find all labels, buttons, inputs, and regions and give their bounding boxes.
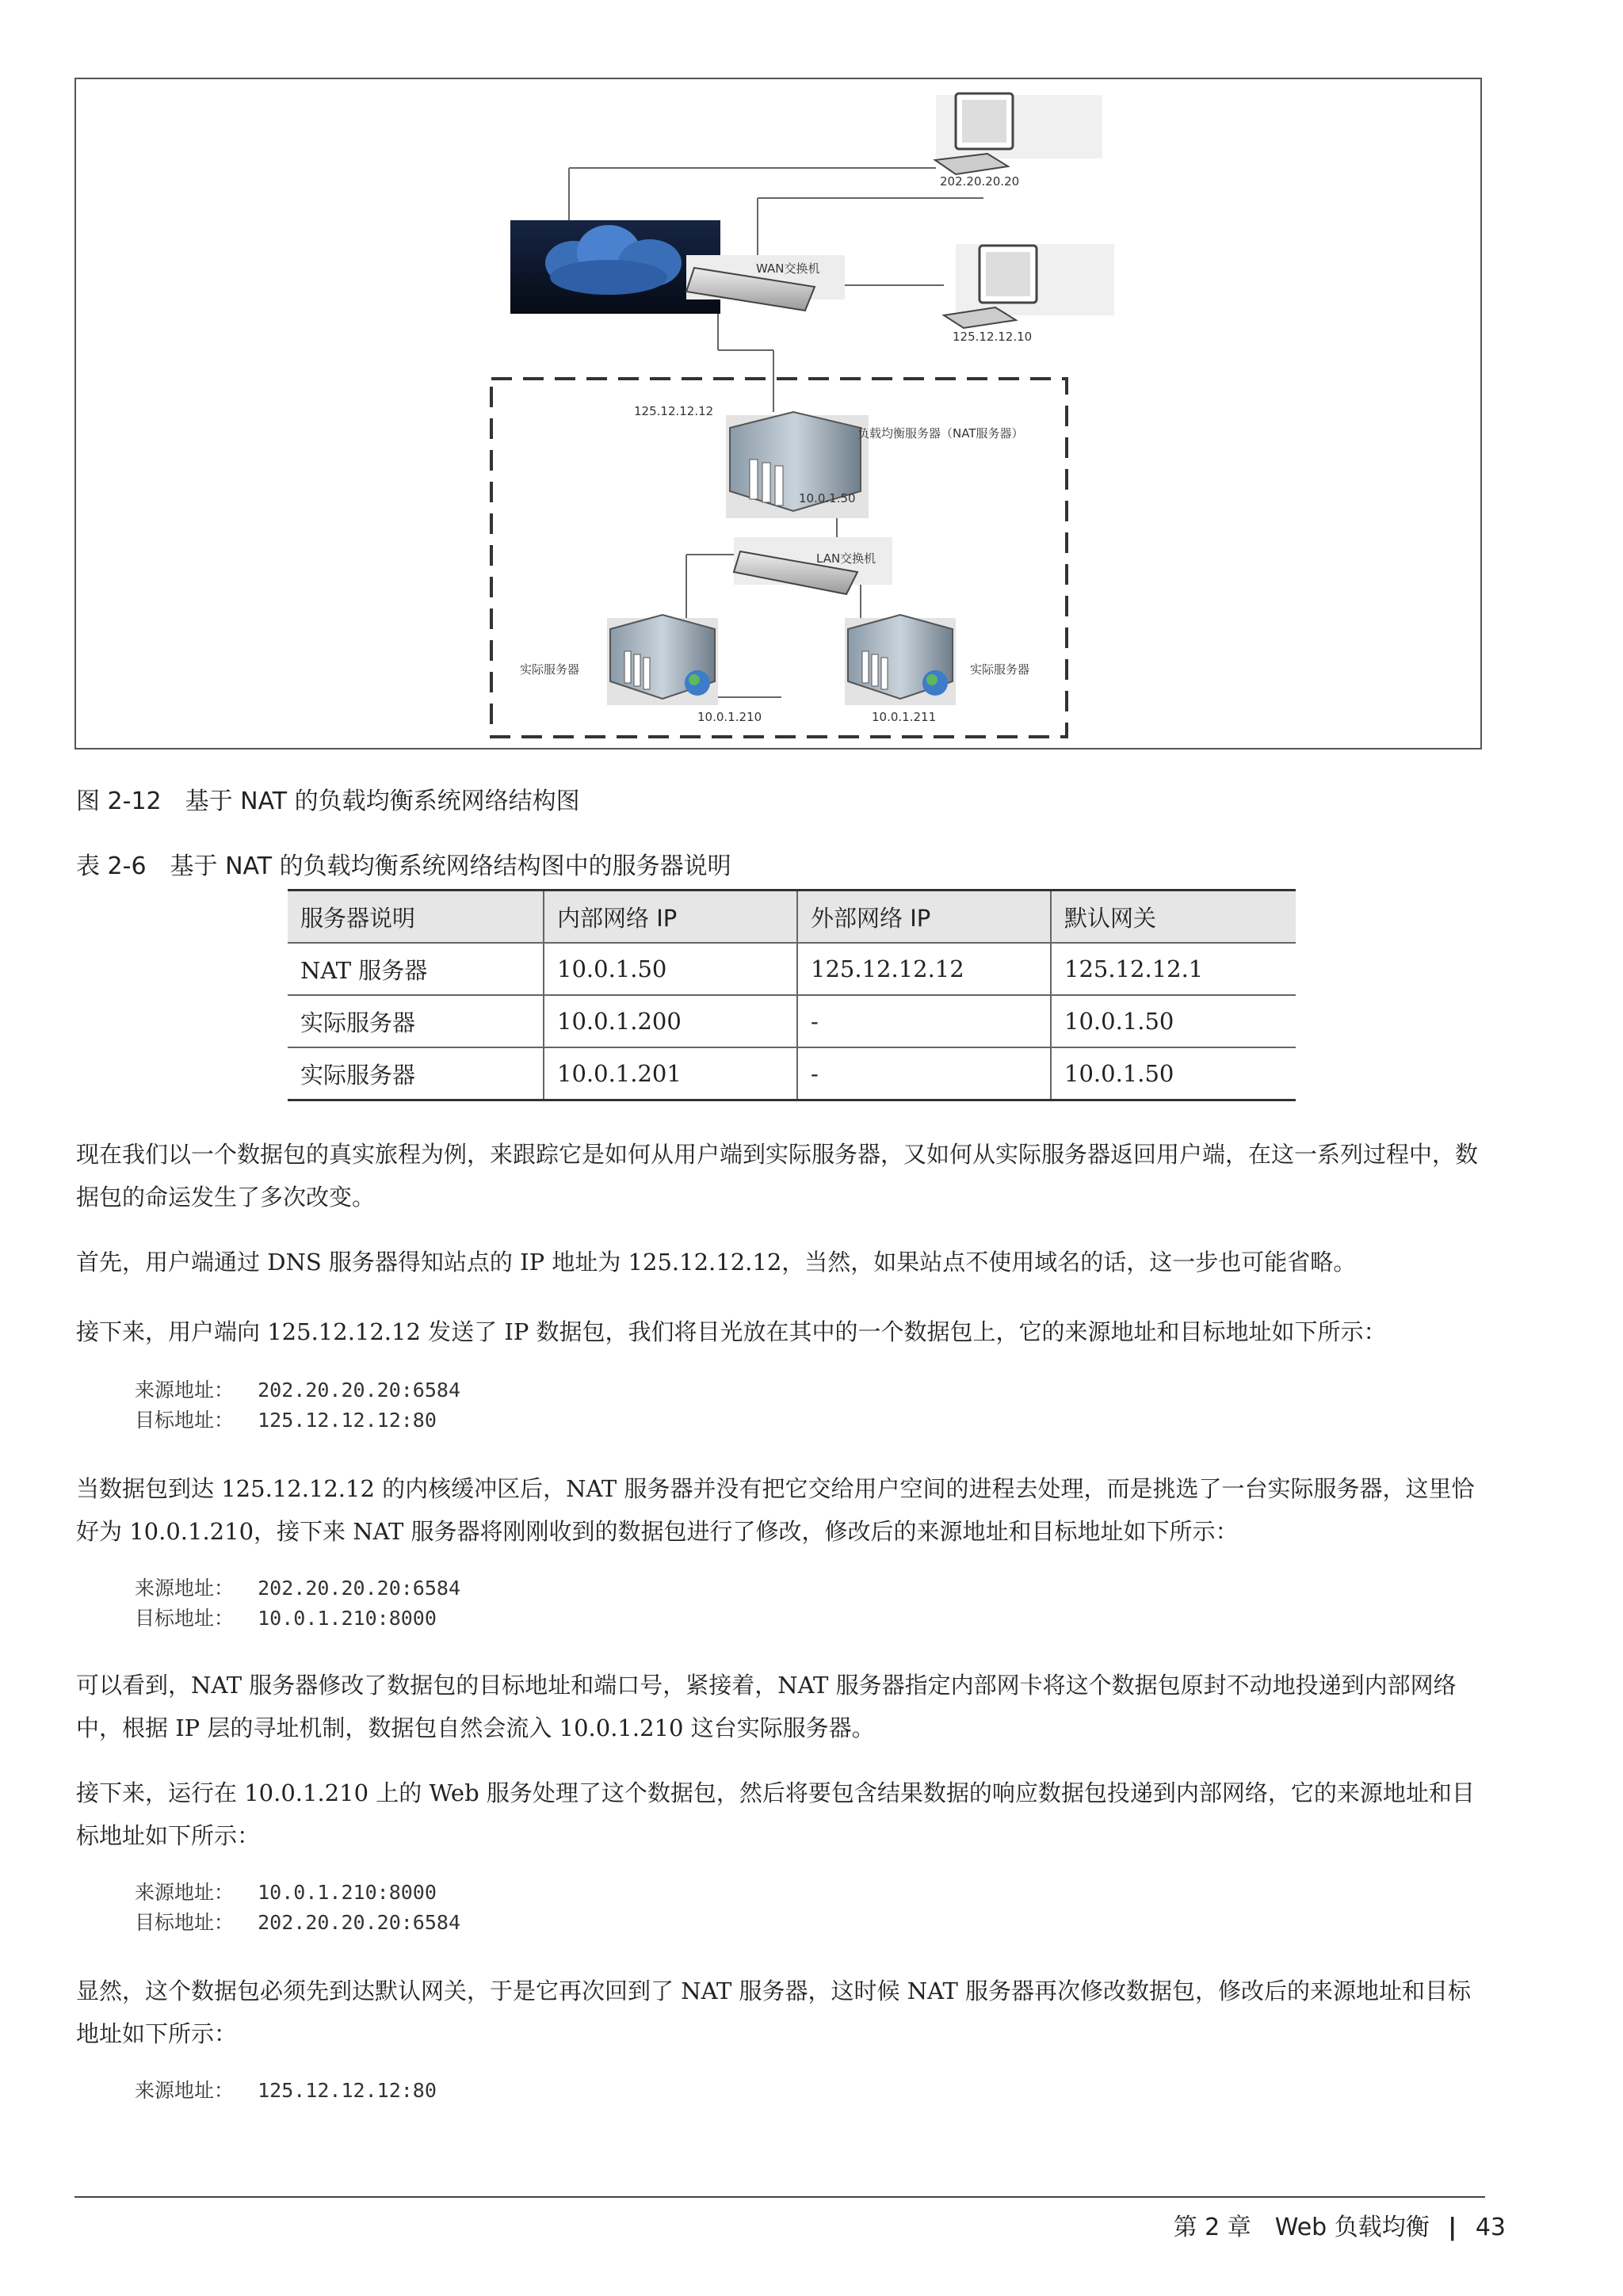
code-block xyxy=(135,1878,460,1938)
client-computer-icon xyxy=(935,93,1102,174)
table-header-cell: 外部网络 IP xyxy=(797,891,1051,944)
code-value: 125.12.12.12:80 xyxy=(258,2079,437,2102)
body-paragraph: 可以看到，NAT 服务器修改了数据包的目标地址和端口号，紧接着，NAT 服务器指定内部网卡将这个数据包原封不动地投递到内部网络中，根据 IP 层的寻址机制，数据包自然会流入 10.0.1.210 这台实际服务器。 xyxy=(76,1672,1457,1741)
table-row xyxy=(288,1047,1296,1100)
table-caption: 表 2-6 基于 NAT 的负载均衡系统网络结构图中的服务器说明 xyxy=(76,852,731,880)
real-server-left-ip-label: 10.0.1.210 xyxy=(697,710,762,724)
nat-server-label: 负载均衡服务器（NAT服务器） xyxy=(857,426,1024,441)
client-computer-icon xyxy=(944,244,1114,328)
table-cell: 10.0.1.50 xyxy=(544,943,797,995)
code-label: 目标地址： xyxy=(135,1409,235,1432)
code-block xyxy=(135,1573,460,1634)
real-server-icon xyxy=(845,615,956,705)
table-cell: 10.0.1.201 xyxy=(544,1047,797,1100)
table-header-cell: 默认网关 xyxy=(1051,891,1296,944)
footer-chapter: 第 2 章 Web 负载均衡 xyxy=(1173,2214,1430,2241)
code-label: 来源地址： xyxy=(135,1379,235,1402)
table-cell: - xyxy=(797,1047,1051,1100)
code-label: 来源地址： xyxy=(135,1881,235,1904)
client1-ip-label: 202.20.20.20 xyxy=(940,174,1020,189)
table-cell: - xyxy=(797,995,1051,1047)
code-label: 来源地址： xyxy=(135,1577,235,1600)
code-value: 10.0.1.210:8000 xyxy=(258,1881,437,1904)
table-cell: 10.0.1.200 xyxy=(544,995,797,1047)
code-label: 目标地址： xyxy=(135,1607,235,1630)
footer-separator: | xyxy=(1448,2214,1457,2241)
table-row xyxy=(288,943,1296,995)
body-paragraph: 首先，用户端通过 DNS 服务器得知站点的 IP 地址为 125.12.12.12，当然，如果站点不使用域名的话，这一步也可能省略。 xyxy=(76,1249,1357,1276)
real-server-right-ip-label: 10.0.1.211 xyxy=(872,710,937,724)
code-value: 202.20.20.20:6584 xyxy=(258,1911,460,1934)
network-diagram xyxy=(76,79,1480,748)
body-paragraph: 现在我们以一个数据包的真实旅程为例，来跟踪它是如何从用户端到实际服务器，又如何从实际服务器返回用户端，在这一系列过程中，数据包的命运发生了多次改变。 xyxy=(76,1141,1479,1211)
table-cell: 实际服务器 xyxy=(288,995,544,1047)
code-label: 来源地址： xyxy=(135,2079,235,2102)
code-value: 10.0.1.210:8000 xyxy=(258,1607,437,1630)
client2-ip-label: 125.12.12.10 xyxy=(953,330,1033,344)
code-label: 目标地址： xyxy=(135,1911,235,1934)
table-cell: 125.12.12.12 xyxy=(797,943,1051,995)
code-block xyxy=(135,1375,460,1436)
body-paragraph: 显然，这个数据包必须先到达默认网关，于是它再次回到了 NAT 服务器，这时候 NAT 服务器再次修改数据包，修改后的来源地址和目标地址如下所示： xyxy=(76,1978,1472,2047)
wan-switch-label: WAN交换机 xyxy=(756,261,820,276)
code-block xyxy=(135,2076,437,2106)
table-header-cell: 内部网络 IP xyxy=(544,891,797,944)
table-cell: NAT 服务器 xyxy=(288,943,544,995)
nat-internal-ip-label: 10.0.1.50 xyxy=(799,491,856,505)
page-number: 43 xyxy=(1475,2214,1506,2241)
code-value: 202.20.20.20:6584 xyxy=(258,1577,460,1600)
network-diagram-figure xyxy=(74,78,1482,749)
table-cell: 实际服务器 xyxy=(288,1047,544,1100)
code-value: 202.20.20.20:6584 xyxy=(258,1379,460,1402)
real-server-icon xyxy=(607,615,718,705)
table-header-row xyxy=(288,891,1296,944)
real-server-left-label: 实际服务器 xyxy=(520,662,580,677)
table-row xyxy=(288,995,1296,1047)
table-cell: 10.0.1.50 xyxy=(1051,1047,1296,1100)
table-cell: 10.0.1.50 xyxy=(1051,995,1296,1047)
lan-switch-label: LAN交换机 xyxy=(816,551,876,566)
body-paragraph: 接下来，用户端向 125.12.12.12 发送了 IP 数据包，我们将目光放在其中的一个数据包上，它的来源地址和目标地址如下所示： xyxy=(76,1318,1387,1345)
page-footer xyxy=(792,2207,1506,2242)
real-server-right-label: 实际服务器 xyxy=(970,662,1030,677)
lan-switch-icon xyxy=(734,537,892,594)
footer-rule xyxy=(74,2196,1485,2198)
body-paragraph: 接下来，运行在 10.0.1.210 上的 Web 服务处理了这个数据包，然后将要包含结果数据的响应数据包投递到内部网络，它的来源地址和目标地址如下所示： xyxy=(76,1779,1475,1849)
figure-caption: 图 2-12 基于 NAT 的负载均衡系统网络结构图 xyxy=(76,788,580,815)
code-value: 125.12.12.12:80 xyxy=(258,1409,437,1432)
table-cell: 125.12.12.1 xyxy=(1051,943,1296,995)
body-paragraph: 当数据包到达 125.12.12.12 的内核缓冲区后，NAT 服务器并没有把它交给用户空间的进程去处理，而是挑选了一台实际服务器，这里恰好为 10.0.1.210，接下来 NAT 服务器将刚刚收到的数据包进行了修改，修改后的来源地址和目标地址如下所示： xyxy=(76,1475,1475,1545)
nat-external-ip-label: 125.12.12.12 xyxy=(634,404,714,418)
server-table xyxy=(288,889,1296,1101)
table-header-cell: 服务器说明 xyxy=(288,891,544,944)
